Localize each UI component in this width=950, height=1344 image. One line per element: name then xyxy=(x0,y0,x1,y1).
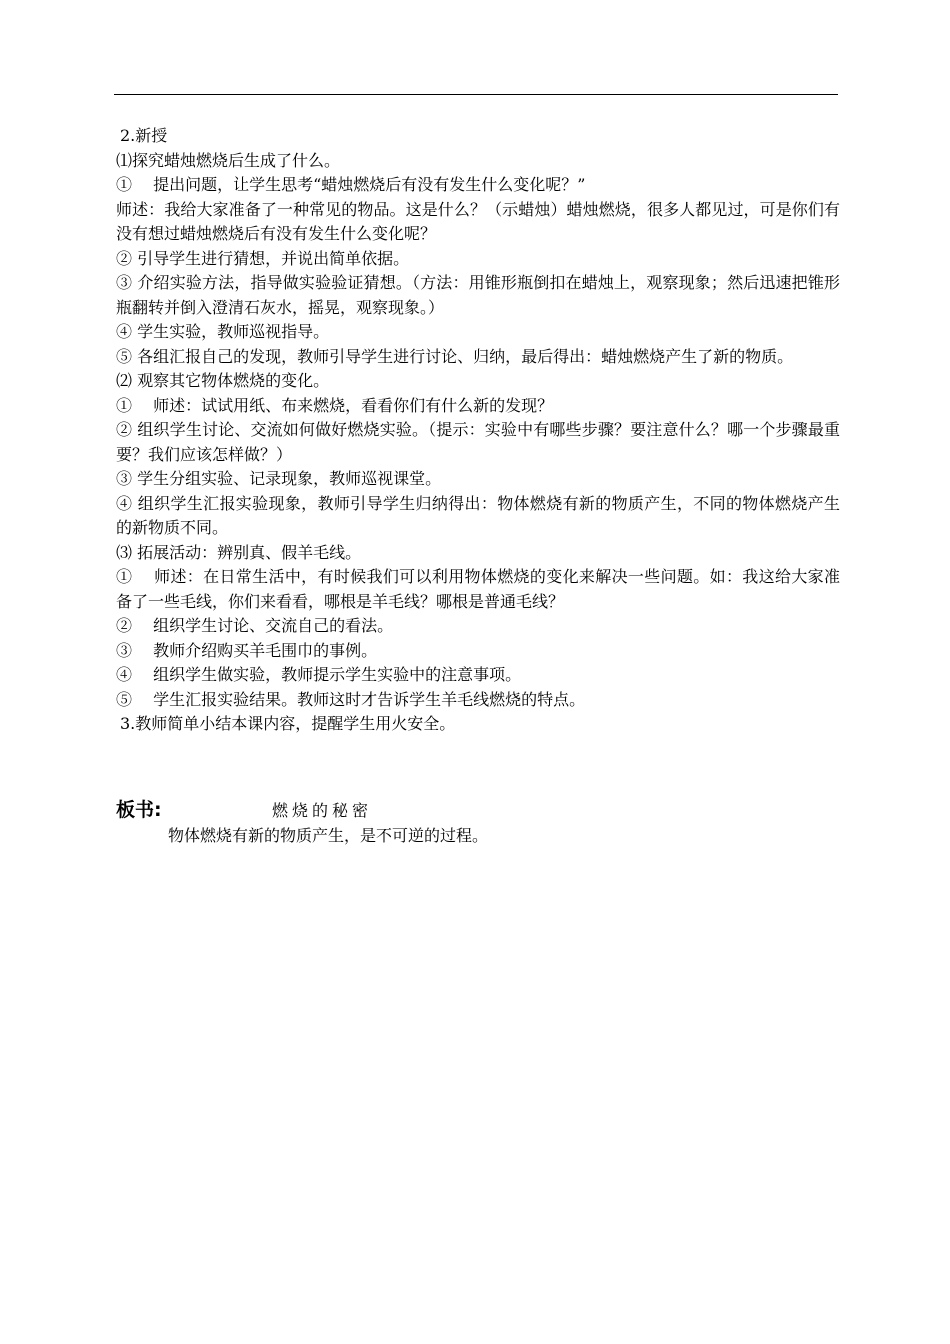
list-item: ② 组织学生讨论、交流自己的看法。 xyxy=(116,616,394,635)
section-summary: 3.教师简单小结本课内容，提醒学生用火安全。 xyxy=(120,714,456,733)
subsection-candle: ⑴探究蜡烛燃烧后生成了什么。 xyxy=(116,150,341,170)
paragraph-teacher-intro: 师述：我给大家准备了一种常见的物品。这是什么？（示蜡烛）蜡烛燃烧，很多人都见过，可是你们有没有想过蜡烛燃烧后有没有发生什么变化呢？ xyxy=(116,199,840,243)
header-rule xyxy=(114,94,838,95)
list-item: ① 提出问题，让学生思考“蜡烛燃烧后有没有发生什么变化呢？” xyxy=(116,175,586,194)
blackboard-section xyxy=(116,796,840,848)
subsection-extension: ⑶ 拓展活动：辨别真、假羊毛线。 xyxy=(116,542,362,562)
list-item: ① 师述：试试用纸、布来燃烧，看看你们有什么新的发现？ xyxy=(116,395,554,415)
board-heading: 燃烧的秘密 xyxy=(272,801,373,820)
paragraph-wool-intro: ① 师述：在日常生活中，有时候我们可以利用物体燃烧的变化来解决一些问题。如：我这给大家准备了一些毛线，你们来看看，哪根是羊毛线？哪根是普通毛线？ xyxy=(116,567,840,611)
paragraph-discussion: ② 组织学生讨论、交流如何做好燃烧实验。（提示：实验中有哪些步骤？要注意什么？哪一个步骤最重要？我们应该怎样做？） xyxy=(116,420,840,464)
list-item: ④ 学生实验，教师巡视指导。 xyxy=(116,322,330,341)
section-heading-new-lesson: 2.新授 xyxy=(120,126,168,145)
list-item: ② 引导学生进行猜想，并说出简单依据。 xyxy=(116,248,410,268)
board-title-row xyxy=(116,796,840,824)
list-item: ③ 教师介绍购买羊毛围巾的事例。 xyxy=(116,640,378,660)
paragraph-experiment-method: ③ 介绍实验方法，指导做实验验证猜想。（方法：用锥形瓶倒扣在蜡烛上，观察现象；然后迅速把锥形瓶翻转并倒入澄清石灰水，摇晃，观察现象。） xyxy=(116,273,840,317)
board-text: 物体燃烧有新的物质产生，是不可逆的过程。 xyxy=(168,826,489,845)
board-label: 板书: xyxy=(116,799,162,821)
list-item: ④ 组织学生做实验，教师提示学生实验中的注意事项。 xyxy=(116,665,522,684)
list-item: ⑤ 学生汇报实验结果。教师这时才告诉学生羊毛线燃烧的特点。 xyxy=(116,689,586,709)
lesson-content xyxy=(116,124,840,737)
subsection-other-objects: ⑵ 观察其它物体燃烧的变化。 xyxy=(116,371,330,390)
paragraph-group-report: ⑤ 各组汇报自己的发现，教师引导学生进行讨论、归纳，最后得出：蜡烛燃烧产生了新的物质。 xyxy=(116,346,794,366)
paragraph-report-phenomena: ④ 组织学生汇报实验现象，教师引导学生归纳得出：物体燃烧有新的物质产生，不同的物体燃烧产生的新物质不同。 xyxy=(116,493,840,537)
list-item: ③ 学生分组实验、记录现象，教师巡视课堂。 xyxy=(116,469,442,488)
